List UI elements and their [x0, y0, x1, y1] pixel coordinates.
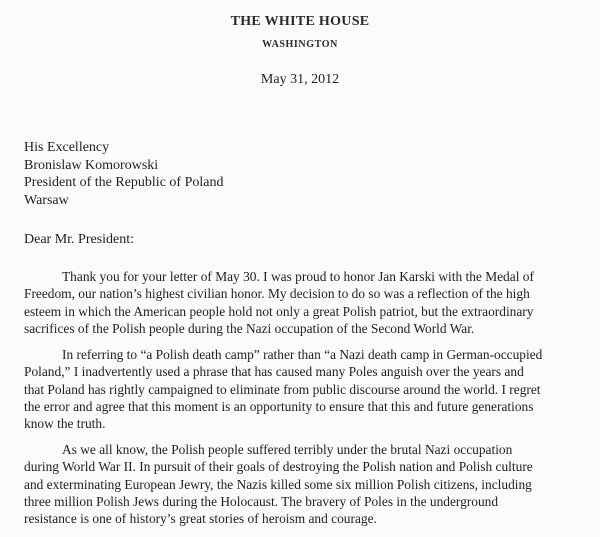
paragraph-line: Thank you for your letter of May 30. I was proud to honor Jan Karski with the Medal of	[62, 269, 534, 284]
paragraph-line: Freedom, our nation’s highest civilian honor. My decision to do so was a reflection of the high	[24, 286, 530, 302]
recipient-line: His Excellency	[24, 140, 110, 155]
recipient-line: Bronislaw Komorowski	[24, 157, 159, 173]
paragraph-line: Poland,” I inadvertently used a phrase that has caused many Poles anguish over the years and	[24, 364, 524, 380]
paragraph-line: three million Polish Jews during the Holocaust. The bravery of Poles in the underground	[24, 493, 499, 509]
body-paragraph	[24, 346, 594, 432]
paragraph-line: know the truth.	[24, 416, 106, 432]
recipient-line: President of the Republic of Poland	[24, 175, 224, 190]
body-paragraph	[24, 268, 594, 337]
paragraph-line: the error and agree that this moment is an opportunity to ensure that this and future generations	[24, 398, 534, 414]
paragraph-line: and exterminating European Jewry, the Nazis killed some six million Polish citizens, including	[24, 476, 532, 492]
letter-date: May 31, 2012	[260, 72, 340, 87]
paragraph-line: that Poland has rightly campaigned to eliminate from public discourse around the world. I regret	[24, 381, 541, 397]
salutation: Dear Mr. President:	[24, 232, 135, 247]
recipient-address	[24, 139, 223, 209]
paragraph-line: As we all know, the Polish people suffered terribly under the brutal Nazi occupation	[62, 442, 513, 457]
paragraph-line: In referring to “a Polish death camp” rather than “a Nazi death camp in German-occupied	[62, 347, 543, 362]
paragraph-line: resistance is one of history’s great stories of heroism and courage.	[24, 511, 377, 527]
letterhead-location: WASHINGTON	[262, 39, 338, 50]
body-paragraph	[24, 441, 594, 527]
recipient-line: Warsaw	[24, 192, 69, 208]
paragraph-line: sacrifices of the Polish people during the Nazi occupation of the Second World War.	[24, 320, 475, 336]
paragraph-line: esteem in which the American people hold not only a great Polish patriot, but the extraordinary	[24, 303, 534, 319]
paragraph-line: during World War II. In pursuit of their goals of destroying the Polish nation and Polish culture	[24, 459, 533, 475]
letterhead-title: THE WHITE HOUSE	[230, 14, 370, 29]
